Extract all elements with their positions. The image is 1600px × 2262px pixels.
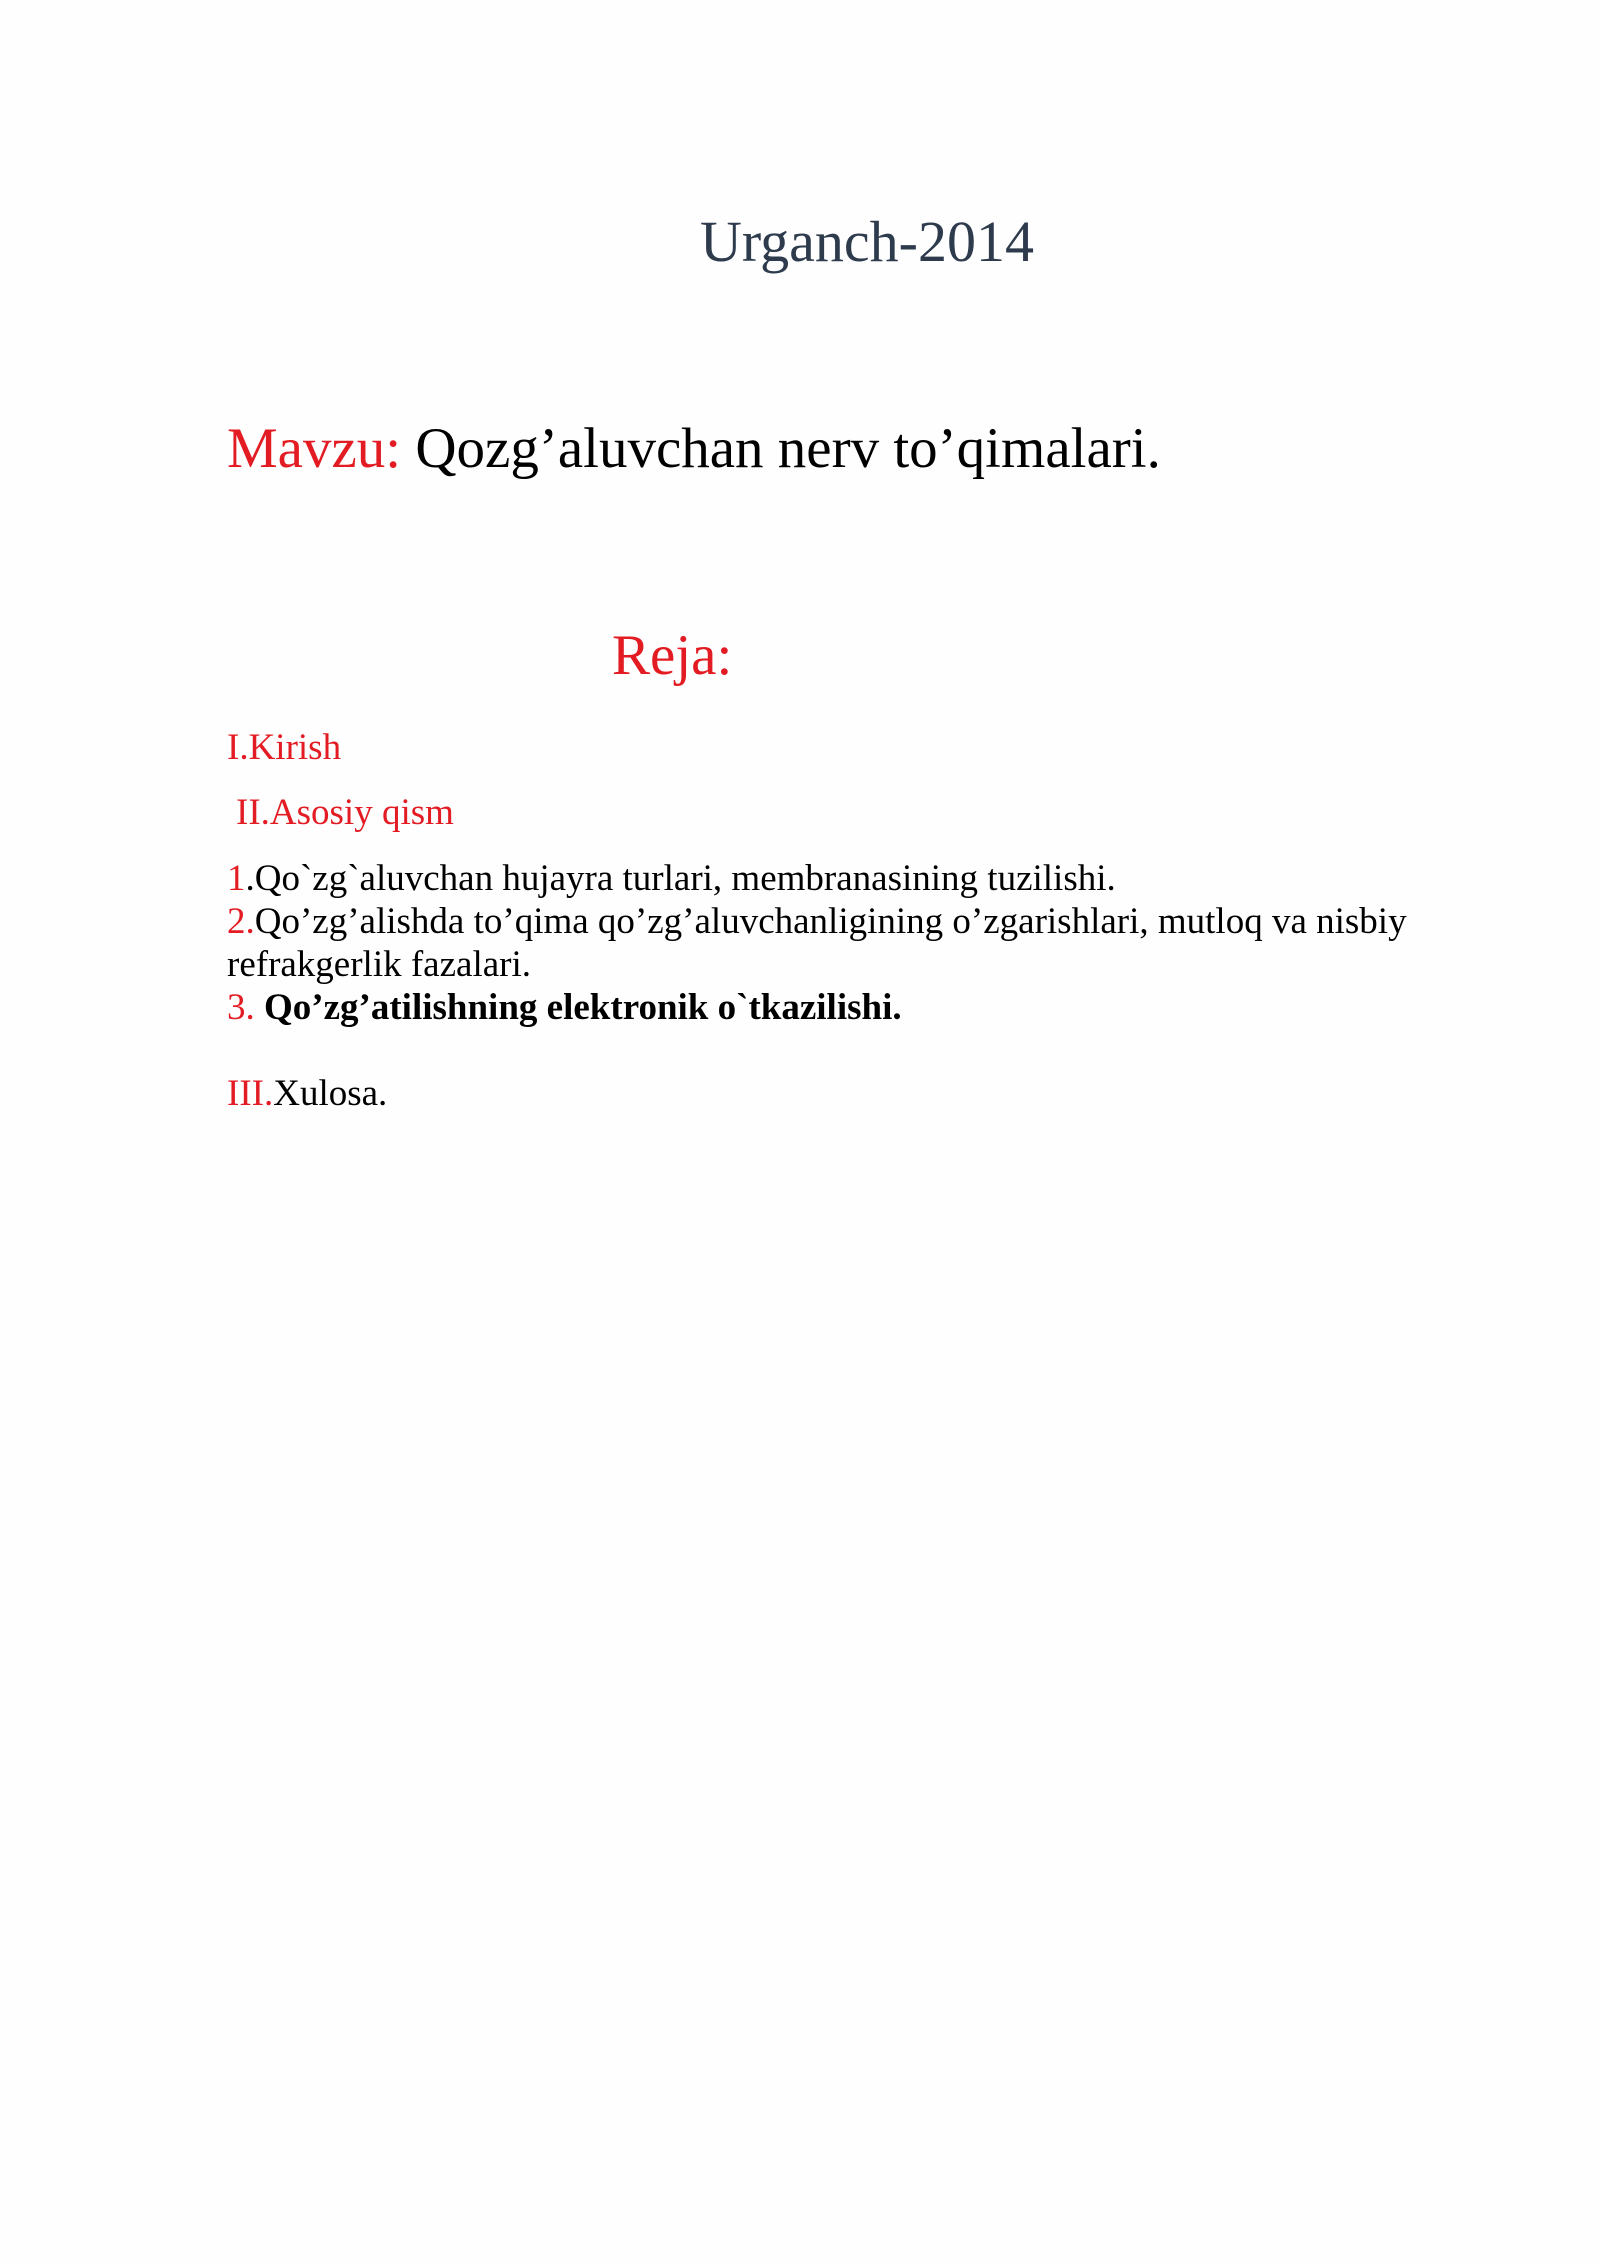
topic-label: Mavzu: xyxy=(227,417,402,480)
plan-section-conclusion xyxy=(227,1075,387,1112)
plan-section-number: III. xyxy=(227,1073,274,1114)
plan-item-1 xyxy=(227,860,1116,897)
plan-item-number: 1 xyxy=(227,858,246,899)
plan-item-number: 3. xyxy=(227,987,255,1028)
plan-item-text: .Qo`zg`aluvchan hujayra turlari, membranasining tuzilishi. xyxy=(245,858,1116,899)
plan-item-2-continuation: refrakgerlik fazalari. xyxy=(227,944,532,985)
city-year-heading: Urganch-2014 xyxy=(700,209,1034,274)
plan-item-text: Qo’zg’alishda to’qima qo’zg’aluvchanligining o’zgarishlari, mutloq va nisbiy xyxy=(254,901,1407,942)
plan-item-2 xyxy=(227,903,1407,940)
plan-section-text: Xulosa. xyxy=(273,1073,388,1114)
topic-line xyxy=(227,417,1161,480)
plan-section-main: II.Asosiy qism xyxy=(236,792,454,833)
plan-item-text: Qo’zg’atilishning elektronik o`tkazilishi. xyxy=(264,987,902,1028)
plan-heading: Reja: xyxy=(612,624,733,687)
plan-item-number: 2. xyxy=(227,901,255,942)
plan-item-3 xyxy=(227,989,902,1026)
plan-section-introduction: I.Kirish xyxy=(227,727,342,768)
topic-title: Qozg’aluvchan nerv to’qimalari. xyxy=(401,417,1161,480)
